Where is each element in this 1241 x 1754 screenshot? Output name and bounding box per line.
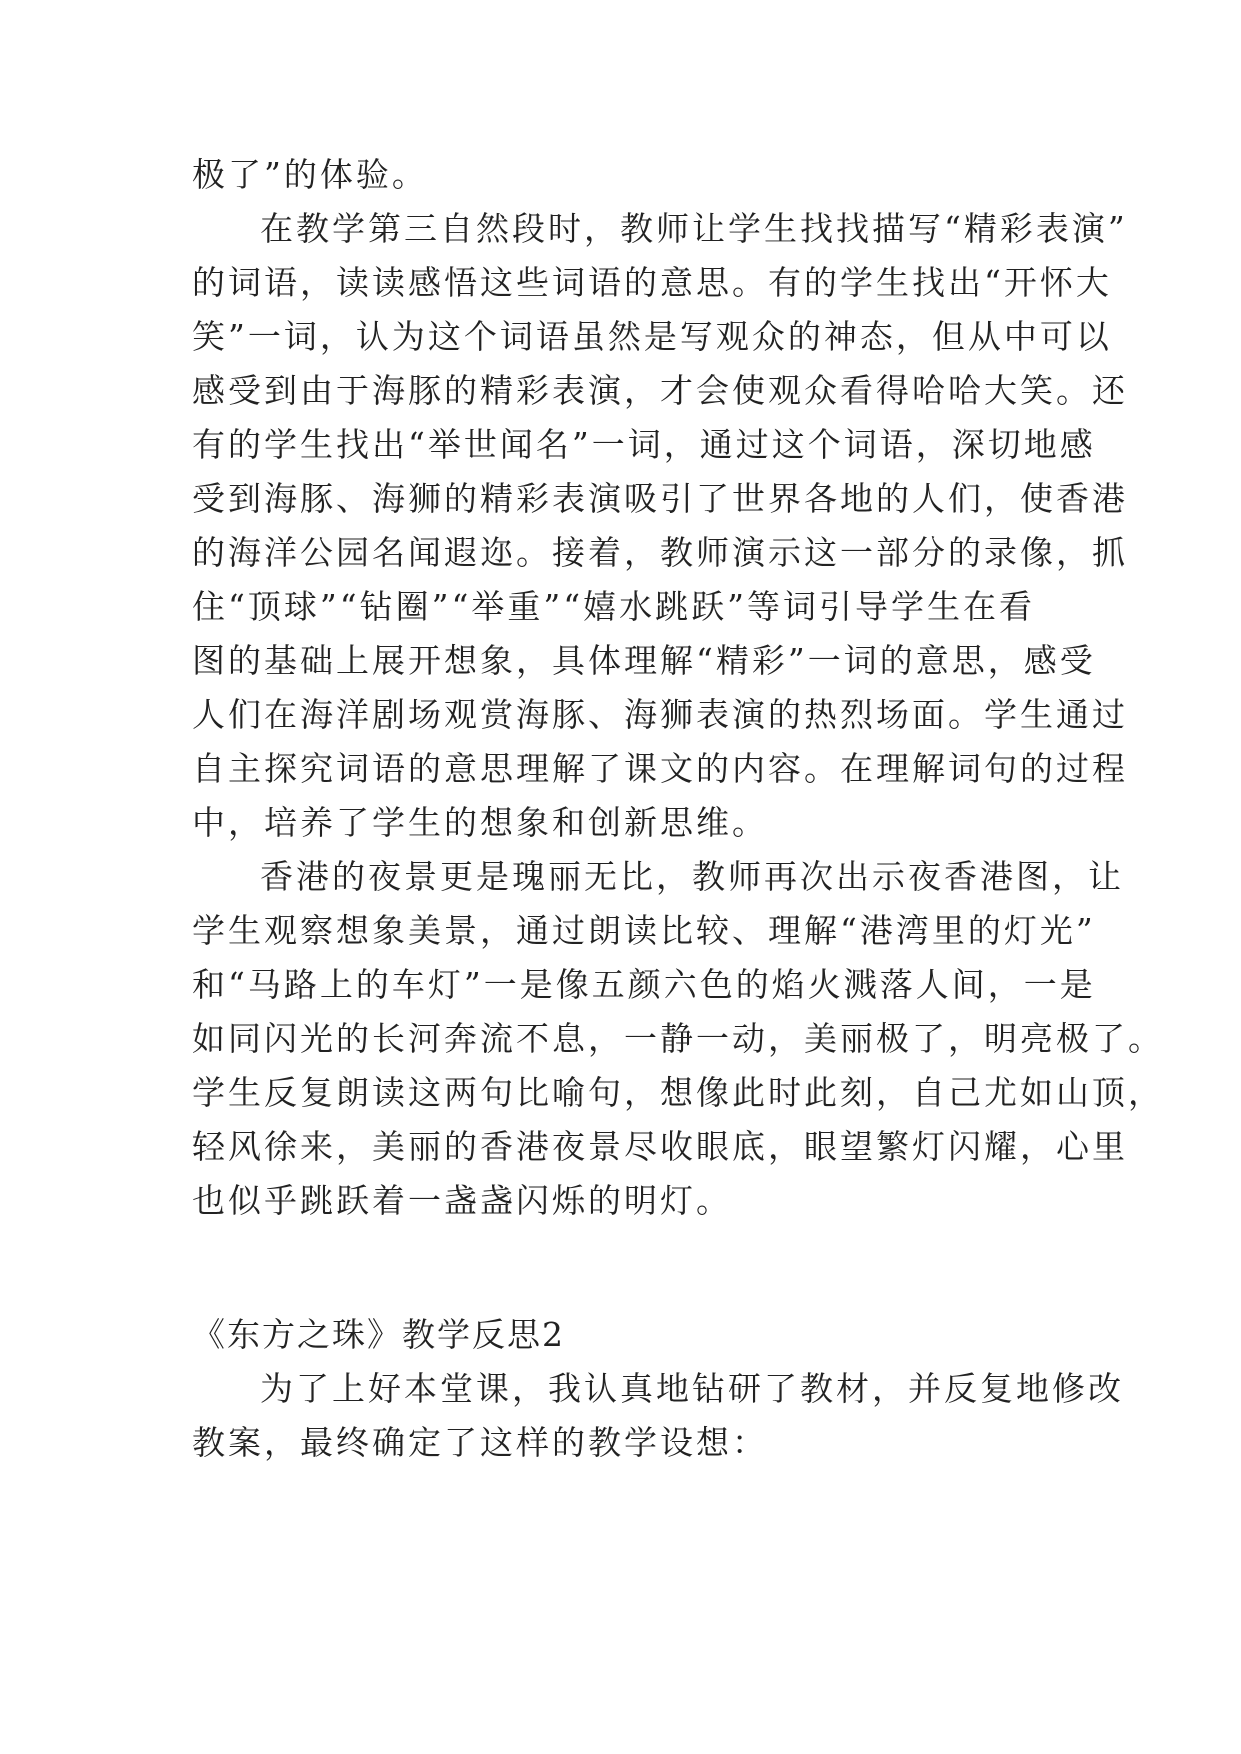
text-line: 和“马路上的车灯”一是像五颜六色的焰火溅落人间，一是 <box>192 965 1096 1004</box>
text-line: 极了”的体验。 <box>192 155 428 194</box>
text-line: 教案，最终确定了这样的教学设想： <box>192 1423 768 1462</box>
text-line: 轻风徐来，美丽的香港夜景尽收眼底，眼望繁灯闪耀，心里 <box>192 1127 1128 1166</box>
paragraph-lesson-preparation <box>192 1362 1124 1470</box>
document-page <box>192 148 1164 1470</box>
section-spacer <box>192 1228 1052 1308</box>
text-line: 感受到由于海豚的精彩表演，才会使观众看得哈哈大笑。还 <box>192 371 1128 410</box>
text-line: 在教学第三自然段时，教师让学生找找描写“精彩表演” <box>260 209 1128 248</box>
text-line: 学生反复朗读这两句比喻句，想像此时此刻，自己尤如山顶， <box>192 1073 1164 1112</box>
text-line: 人们在海洋剧场观赏海豚、海狮表演的热烈场面。学生通过 <box>192 695 1128 734</box>
text-line: 的海洋公园名闻遐迩。接着，教师演示这一部分的录像，抓 <box>192 533 1128 572</box>
paragraph-continuation <box>192 148 1052 202</box>
text-line: 中，培养了学生的想象和创新思维。 <box>192 803 768 842</box>
text-line: 自主探究词语的意思理解了课文的内容。在理解词句的过程 <box>192 749 1128 788</box>
text-line: 受到海豚、海狮的精彩表演吸引了世界各地的人们，使香港 <box>192 479 1128 518</box>
paragraph-hong-kong-night <box>192 850 1164 1228</box>
text-line: 的词语，读读感悟这些词语的意思。有的学生找出“开怀大 <box>192 263 1112 302</box>
text-line: 住“顶球”“钻圈”“举重”“嬉水跳跃”等词引导学生在看 <box>192 587 1035 626</box>
text-line: 如同闪光的长河奔流不息，一静一动，美丽极了，明亮极了。 <box>192 1019 1164 1058</box>
text-line: 笑”一词，认为这个词语虽然是写观众的神态，但从中可以 <box>192 317 1112 356</box>
text-line: 也似乎跳跃着一盏盏闪烁的明灯。 <box>192 1181 732 1220</box>
text-line: 香港的夜景更是瑰丽无比，教师再次出示夜香港图，让 <box>260 857 1124 896</box>
text-line: 为了上好本堂课，我认真地钻研了教材，并反复地修改 <box>260 1369 1124 1408</box>
text-line: 学生观察想象美景，通过朗读比较、理解“港湾里的灯光” <box>192 911 1096 950</box>
text-line: 图的基础上展开想象，具体理解“精彩”一词的意思，感受 <box>192 641 1096 680</box>
paragraph-teaching-third-section <box>192 202 1128 850</box>
text-line: 有的学生找出“举世闻名”一词，通过这个词语，深切地感 <box>192 425 1096 464</box>
section-heading: 《东方之珠》教学反思2 <box>192 1315 565 1354</box>
